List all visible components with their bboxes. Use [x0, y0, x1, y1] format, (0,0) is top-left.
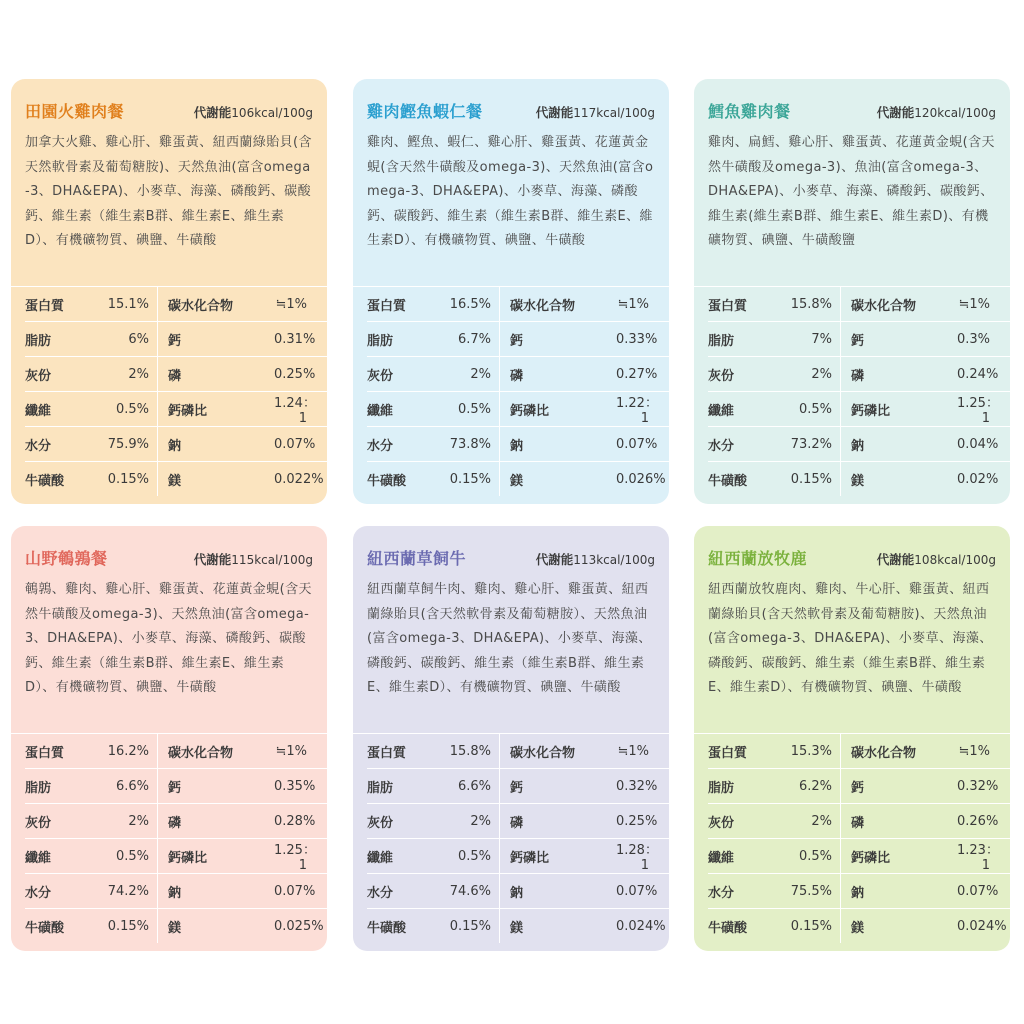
card-title: 田園火雞肉餐 [25, 102, 125, 121]
kcal-info [194, 550, 313, 568]
moisture-label: 水分 [708, 438, 735, 454]
protein-value: 15.3% [772, 734, 841, 769]
ca-p-ratio-label: 鈣磷比 [851, 850, 891, 866]
moisture-value: 75.9% [89, 427, 158, 462]
sodium-value: 0.07% [274, 436, 316, 452]
protein-value: 16.2% [89, 734, 158, 769]
calcium-label: 鈣 [510, 333, 524, 349]
fat-value: 6.2% [772, 769, 841, 804]
carb-label: 碳水化合物 [168, 745, 234, 761]
table-row [367, 909, 669, 944]
fiber-label: 纖維 [25, 850, 52, 866]
kcal-info [877, 550, 996, 568]
carb-value: ≒1% [958, 296, 990, 312]
table-row [708, 427, 1010, 462]
ca-p-ratio-label: 鈣磷比 [510, 850, 550, 866]
kcal-label: 代謝能 [535, 105, 574, 120]
ash-label: 灰份 [25, 368, 52, 384]
ca-p-ratio-value: 1.25：1 [274, 843, 316, 873]
protein-label: 蛋白質 [25, 298, 65, 314]
card-header [708, 540, 996, 574]
fiber-value: 0.5% [431, 392, 500, 427]
ca-p-ratio-label: 鈣磷比 [168, 850, 208, 866]
card-title: 紐西蘭放牧鹿 [708, 549, 808, 568]
table-row [367, 734, 669, 769]
protein-label: 蛋白質 [367, 745, 407, 761]
ingredients-text: 雞肉、鰹魚、蝦仁、雞心肝、雞蛋黃、花蓮黃金蜆(含天然牛磺酸及omega-3)、天然魚油(富含omega-3、DHA&EPA)、小麥草、海藻、磷酸鈣、碳酸鈣、維生素（維生素B群、維生素E、維生素D）、有機礦物質、碘鹽、牛磺酸 [367, 135, 654, 248]
sodium-label: 鈉 [851, 885, 865, 901]
table-row [367, 287, 669, 322]
fiber-label: 纖維 [367, 403, 394, 419]
nutrition-card [353, 526, 669, 951]
moisture-value: 74.6% [431, 874, 500, 909]
phosphorus-label: 磷 [168, 368, 182, 384]
nutrition-table [708, 734, 1010, 943]
kcal-info [194, 103, 313, 121]
taurine-label: 牛磺酸 [25, 920, 65, 936]
magnesium-label: 鎂 [168, 920, 182, 936]
phosphorus-value: 0.27% [616, 366, 658, 382]
taurine-label: 牛磺酸 [25, 473, 65, 489]
moisture-label: 水分 [367, 438, 394, 454]
ash-label: 灰份 [708, 368, 735, 384]
nutrition-card [694, 79, 1010, 504]
fat-value: 6.7% [431, 322, 500, 357]
nutrition-table [25, 287, 327, 496]
kcal-label: 代謝能 [193, 552, 232, 567]
carb-value: ≒1% [617, 743, 649, 759]
fat-label: 脂肪 [367, 333, 394, 349]
magnesium-value: 0.026% [616, 471, 666, 487]
phosphorus-label: 磷 [510, 815, 524, 831]
carb-value: ≒1% [958, 743, 990, 759]
ash-value: 2% [89, 357, 158, 392]
table-row [367, 769, 669, 804]
kcal-value: 113kcal/100g [573, 553, 655, 567]
phosphorus-value: 0.25% [616, 813, 658, 829]
table-row [367, 462, 669, 497]
kcal-info [536, 103, 655, 121]
ca-p-ratio-value: 1.23：1 [957, 843, 999, 873]
calcium-label: 鈣 [168, 333, 182, 349]
table-row [25, 804, 327, 839]
ash-label: 灰份 [367, 368, 394, 384]
moisture-label: 水分 [25, 438, 52, 454]
ash-label: 灰份 [367, 815, 394, 831]
table-row [25, 734, 327, 769]
taurine-value: 0.15% [772, 462, 841, 497]
table-row [708, 322, 1010, 357]
sodium-value: 0.07% [616, 436, 658, 452]
taurine-value: 0.15% [772, 909, 841, 944]
fat-label: 脂肪 [25, 333, 52, 349]
sodium-value: 0.07% [957, 883, 999, 899]
fiber-value: 0.5% [431, 839, 500, 874]
protein-label: 蛋白質 [708, 298, 748, 314]
calcium-label: 鈣 [168, 780, 182, 796]
magnesium-label: 鎂 [168, 473, 182, 489]
ash-label: 灰份 [25, 815, 52, 831]
table-row [708, 769, 1010, 804]
table-row [25, 357, 327, 392]
fat-label: 脂肪 [25, 780, 52, 796]
table-row [25, 322, 327, 357]
table-row [367, 427, 669, 462]
table-row [25, 874, 327, 909]
magnesium-value: 0.025% [274, 918, 324, 934]
table-row [708, 287, 1010, 322]
table-row [25, 909, 327, 944]
fat-value: 6.6% [431, 769, 500, 804]
card-header [367, 540, 655, 574]
nutrition-table [25, 734, 327, 943]
kcal-info [536, 550, 655, 568]
fat-label: 脂肪 [708, 333, 735, 349]
nutrition-table [367, 287, 669, 496]
protein-value: 15.8% [431, 734, 500, 769]
carb-label: 碳水化合物 [510, 298, 576, 314]
card-header [708, 93, 996, 127]
phosphorus-label: 磷 [851, 368, 865, 384]
moisture-value: 73.8% [431, 427, 500, 462]
phosphorus-label: 磷 [168, 815, 182, 831]
calcium-value: 0.3% [957, 331, 991, 347]
moisture-value: 73.2% [772, 427, 841, 462]
taurine-value: 0.15% [89, 909, 158, 944]
calcium-value: 0.35% [274, 778, 316, 794]
table-row [708, 357, 1010, 392]
ash-value: 2% [772, 357, 841, 392]
protein-value: 15.8% [772, 287, 841, 322]
magnesium-label: 鎂 [510, 473, 524, 489]
fiber-value: 0.5% [89, 392, 158, 427]
magnesium-value: 0.022% [274, 471, 324, 487]
carb-label: 碳水化合物 [168, 298, 234, 314]
sodium-label: 鈉 [168, 438, 182, 454]
ca-p-ratio-value: 1.25：1 [957, 396, 999, 426]
kcal-label: 代謝能 [876, 105, 915, 120]
taurine-label: 牛磺酸 [708, 920, 748, 936]
kcal-label: 代謝能 [876, 552, 915, 567]
ash-value: 2% [431, 804, 500, 839]
sodium-label: 鈉 [851, 438, 865, 454]
card-title: 雞肉鰹魚蝦仁餐 [367, 102, 483, 121]
ingredients-text: 紐西蘭草飼牛肉、雞肉、雞心肝、雞蛋黃、紐西蘭綠貽貝(含天然軟骨素及葡萄糖胺）、天然魚油(富含omega-3、DHA&EPA)、小麥草、海藻、磷酸鈣、碳酸鈣、維生素（維生素B群、維生素E、維生素D）、有機礦物質、碘鹽、牛磺酸 [367, 582, 652, 695]
sodium-value: 0.07% [616, 883, 658, 899]
protein-value: 16.5% [431, 287, 500, 322]
carb-label: 碳水化合物 [851, 298, 917, 314]
moisture-label: 水分 [25, 885, 52, 901]
ca-p-ratio-value: 1.28：1 [616, 843, 658, 873]
table-row [367, 322, 669, 357]
protein-label: 蛋白質 [367, 298, 407, 314]
phosphorus-label: 磷 [510, 368, 524, 384]
ingredients-text: 雞肉、扁鱈、雞心肝、雞蛋黃、花蓮黃金蜆(含天然牛磺酸及omega-3)、魚油(富含omega-3、DHA&EPA)、小麥草、海藻、磷酸鈣、碳酸鈣、維生素(維生素B群、維生素E、維生素D)、有機礦物質、碘鹽、牛磺酸鹽 [708, 135, 995, 248]
ca-p-ratio-label: 鈣磷比 [851, 403, 891, 419]
ash-value: 2% [431, 357, 500, 392]
sodium-value: 0.04% [957, 436, 999, 452]
ca-p-ratio-label: 鈣磷比 [510, 403, 550, 419]
table-row [25, 392, 327, 427]
card-title: 鱈魚雞肉餐 [708, 102, 791, 121]
taurine-value: 0.15% [89, 462, 158, 497]
sodium-label: 鈉 [168, 885, 182, 901]
calcium-label: 鈣 [851, 333, 865, 349]
table-row [708, 874, 1010, 909]
protein-label: 蛋白質 [25, 745, 65, 761]
protein-label: 蛋白質 [708, 745, 748, 761]
fat-label: 脂肪 [708, 780, 735, 796]
ash-value: 2% [772, 804, 841, 839]
ca-p-ratio-label: 鈣磷比 [168, 403, 208, 419]
kcal-value: 106kcal/100g [231, 106, 313, 120]
moisture-value: 75.5% [772, 874, 841, 909]
magnesium-value: 0.024% [957, 918, 1007, 934]
phosphorus-value: 0.28% [274, 813, 316, 829]
carb-label: 碳水化合物 [510, 745, 576, 761]
protein-value: 15.1% [89, 287, 158, 322]
ingredients-text: 加拿大火雞、雞心肝、雞蛋黃、紐西蘭綠貽貝(含天然軟骨素及葡萄糖胺)、天然魚油(富含omega-3、DHA&EPA)、小麥草、海藻、磷酸鈣、碳酸鈣、維生素（維生素B群、維生素E、維生素D）、有機礦物質、碘鹽、牛磺酸 [25, 135, 312, 248]
table-row [25, 287, 327, 322]
fiber-label: 纖維 [25, 403, 52, 419]
nutrition-table [708, 287, 1010, 496]
kcal-value: 120kcal/100g [914, 106, 996, 120]
moisture-label: 水分 [708, 885, 735, 901]
card-header [367, 93, 655, 127]
taurine-label: 牛磺酸 [708, 473, 748, 489]
fat-label: 脂肪 [367, 780, 394, 796]
kcal-value: 117kcal/100g [573, 106, 655, 120]
kcal-label: 代謝能 [193, 105, 232, 120]
carb-value: ≒1% [275, 296, 307, 312]
calcium-label: 鈣 [851, 780, 865, 796]
kcal-info [877, 103, 996, 121]
ingredients-text: 鵪鶉、雞肉、雞心肝、雞蛋黃、花蓮黃金蜆(含天然牛磺酸及omega-3)、天然魚油(富含omega-3、DHA&EPA)、小麥草、海藻、磷酸鈣、碳酸鈣、維生素（維生素B群、維生素E、維生素D）、有機礦物質、碘鹽、牛磺酸 [25, 582, 312, 695]
ingredients-text: 紐西蘭放牧鹿肉、雞肉、牛心肝、雞蛋黃、紐西蘭綠貽貝(含天然軟骨素及葡萄糖胺)、天然魚油(富含omega-3、DHA&EPA)、小麥草、海藻、磷酸鈣、碳酸鈣、維生素（維生素B群、維生素E、維生素D）、有機礦物質、碘鹽、牛磺酸 [708, 582, 993, 695]
magnesium-label: 鎂 [851, 920, 865, 936]
table-row [708, 909, 1010, 944]
taurine-value: 0.15% [431, 909, 500, 944]
table-row [25, 427, 327, 462]
card-header [25, 540, 313, 574]
table-row [25, 769, 327, 804]
fiber-value: 0.5% [89, 839, 158, 874]
calcium-label: 鈣 [510, 780, 524, 796]
taurine-label: 牛磺酸 [367, 473, 407, 489]
table-row [708, 839, 1010, 874]
kcal-label: 代謝能 [535, 552, 574, 567]
kcal-value: 108kcal/100g [914, 553, 996, 567]
table-row [708, 462, 1010, 497]
carb-label: 碳水化合物 [851, 745, 917, 761]
ash-value: 2% [89, 804, 158, 839]
calcium-value: 0.31% [274, 331, 316, 347]
fat-value: 7% [772, 322, 841, 357]
magnesium-value: 0.02% [957, 471, 999, 487]
phosphorus-label: 磷 [851, 815, 865, 831]
table-row [367, 804, 669, 839]
ash-label: 灰份 [708, 815, 735, 831]
table-row [367, 392, 669, 427]
moisture-value: 74.2% [89, 874, 158, 909]
ca-p-ratio-value: 1.24：1 [274, 396, 316, 426]
fiber-value: 0.5% [772, 839, 841, 874]
table-row [367, 874, 669, 909]
sodium-label: 鈉 [510, 885, 524, 901]
fiber-label: 纖維 [708, 403, 735, 419]
calcium-value: 0.32% [616, 778, 658, 794]
magnesium-value: 0.024% [616, 918, 666, 934]
table-row [367, 839, 669, 874]
carb-value: ≒1% [275, 743, 307, 759]
nutrition-card [11, 79, 327, 504]
carb-value: ≒1% [617, 296, 649, 312]
magnesium-label: 鎂 [510, 920, 524, 936]
card-title: 山野鵪鶉餐 [25, 549, 108, 568]
fiber-label: 纖維 [367, 850, 394, 866]
card-header [25, 93, 313, 127]
table-row [25, 839, 327, 874]
sodium-value: 0.07% [274, 883, 316, 899]
nutrition-card [11, 526, 327, 951]
kcal-value: 115kcal/100g [231, 553, 313, 567]
moisture-label: 水分 [367, 885, 394, 901]
table-row [708, 804, 1010, 839]
magnesium-label: 鎂 [851, 473, 865, 489]
phosphorus-value: 0.25% [274, 366, 316, 382]
fiber-label: 纖維 [708, 850, 735, 866]
table-row [708, 734, 1010, 769]
nutrition-card [694, 526, 1010, 951]
ca-p-ratio-value: 1.22：1 [616, 396, 658, 426]
nutrition-card [353, 79, 669, 504]
fiber-value: 0.5% [772, 392, 841, 427]
table-row [708, 392, 1010, 427]
phosphorus-value: 0.24% [957, 366, 999, 382]
taurine-label: 牛磺酸 [367, 920, 407, 936]
sodium-label: 鈉 [510, 438, 524, 454]
nutrition-table [367, 734, 669, 943]
calcium-value: 0.32% [957, 778, 999, 794]
taurine-value: 0.15% [431, 462, 500, 497]
calcium-value: 0.33% [616, 331, 658, 347]
phosphorus-value: 0.26% [957, 813, 999, 829]
card-title: 紐西蘭草飼牛 [367, 549, 467, 568]
fat-value: 6% [89, 322, 158, 357]
fat-value: 6.6% [89, 769, 158, 804]
table-row [367, 357, 669, 392]
table-row [25, 462, 327, 497]
